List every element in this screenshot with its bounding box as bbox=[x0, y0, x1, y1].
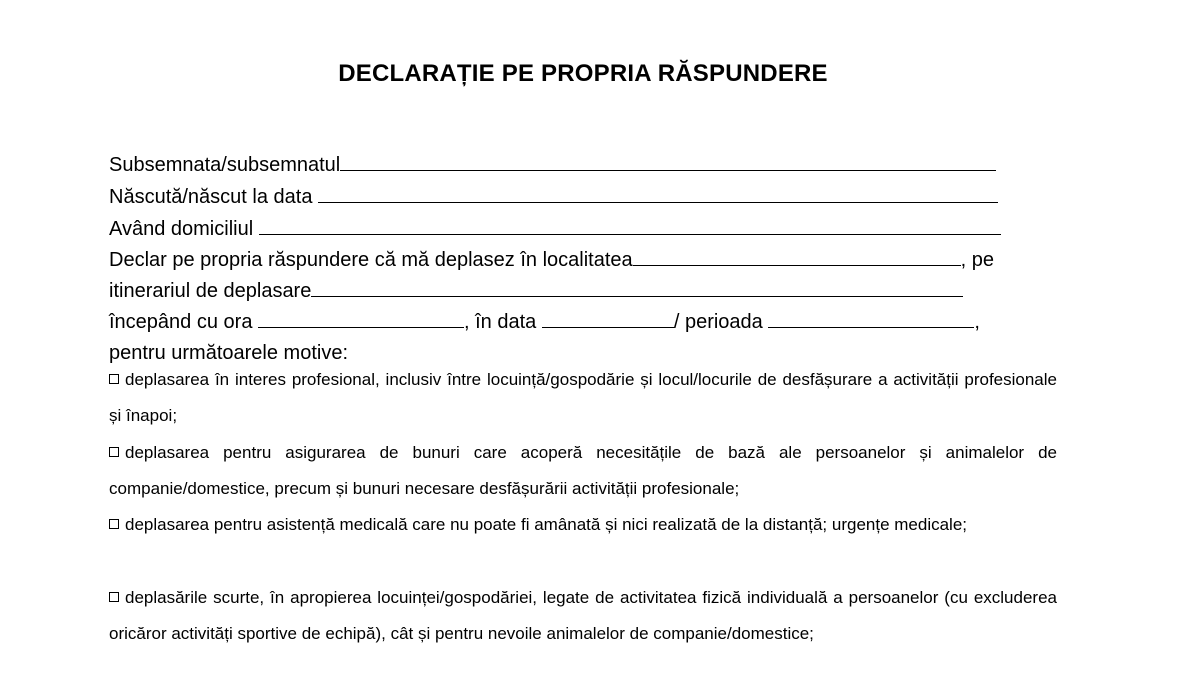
period-blank[interactable] bbox=[768, 309, 974, 328]
address-blank[interactable] bbox=[259, 216, 1001, 235]
locality-blank[interactable] bbox=[633, 247, 961, 266]
checkbox-icon[interactable] bbox=[109, 519, 119, 529]
motive-text: deplasarea pentru asigurarea de bunuri care acoperă necesitățile de bază ale persoanelor și animalelor de companie/domestice, precum și bunuri necesare desfășurării activității profesionale; bbox=[109, 443, 1057, 498]
motive-text: deplasările scurte, în apropierea locuinței/gospodăriei, legate de activitatea fizică individuală a persoanelor (cu excluderea oricăror activități sportive de echipă), cât și pentru nevoile animalelor de companie/domestice; bbox=[109, 588, 1057, 643]
name-blank[interactable] bbox=[340, 152, 996, 171]
period-suffix: , bbox=[974, 311, 980, 333]
route-field-row bbox=[109, 278, 963, 303]
address-label: Având domiciliul bbox=[109, 218, 254, 240]
address-field-row bbox=[109, 216, 1001, 241]
checkbox-icon[interactable] bbox=[109, 592, 119, 602]
motive-item bbox=[109, 507, 1057, 543]
declare-field-row bbox=[109, 247, 994, 272]
checkbox-icon[interactable] bbox=[109, 374, 119, 384]
name-label: Subsemnata/subsemnatul bbox=[109, 154, 341, 176]
motive-item bbox=[109, 435, 1057, 507]
birth-field-row bbox=[109, 184, 998, 209]
declare-suffix: , pe bbox=[960, 249, 994, 271]
start-hour-label: începând cu ora bbox=[109, 311, 253, 333]
motive-text: deplasarea pentru asistență medicală care nu poate fi amânată și nici realizată de la distanță; urgențe medicale; bbox=[125, 515, 968, 534]
start-hour-blank[interactable] bbox=[258, 309, 464, 328]
checkbox-icon[interactable] bbox=[109, 447, 119, 457]
date-blank[interactable] bbox=[542, 309, 674, 328]
name-field-row bbox=[109, 152, 996, 177]
reasons-label: pentru următoarele motive: bbox=[109, 342, 349, 364]
route-blank[interactable] bbox=[311, 278, 963, 297]
period-label: / perioada bbox=[673, 311, 763, 333]
date-label: , în data bbox=[464, 311, 537, 333]
motive-item bbox=[109, 580, 1057, 652]
document-title: DECLARAȚIE PE PROPRIA RĂSPUNDERE bbox=[338, 60, 828, 87]
motive-item bbox=[109, 362, 1057, 434]
birth-label: Născută/născut la data bbox=[109, 186, 313, 208]
declare-label: Declar pe propria răspundere că mă deplasez în localitatea bbox=[109, 249, 633, 271]
motive-text: deplasarea în interes profesional, inclusiv între locuință/gospodărie și locul/locurile de desfășurare a activității profesionale și înapoi; bbox=[109, 370, 1057, 425]
route-label: itinerariul de deplasare bbox=[109, 280, 312, 302]
time-field-row bbox=[109, 309, 980, 334]
birth-date-blank[interactable] bbox=[318, 184, 998, 203]
